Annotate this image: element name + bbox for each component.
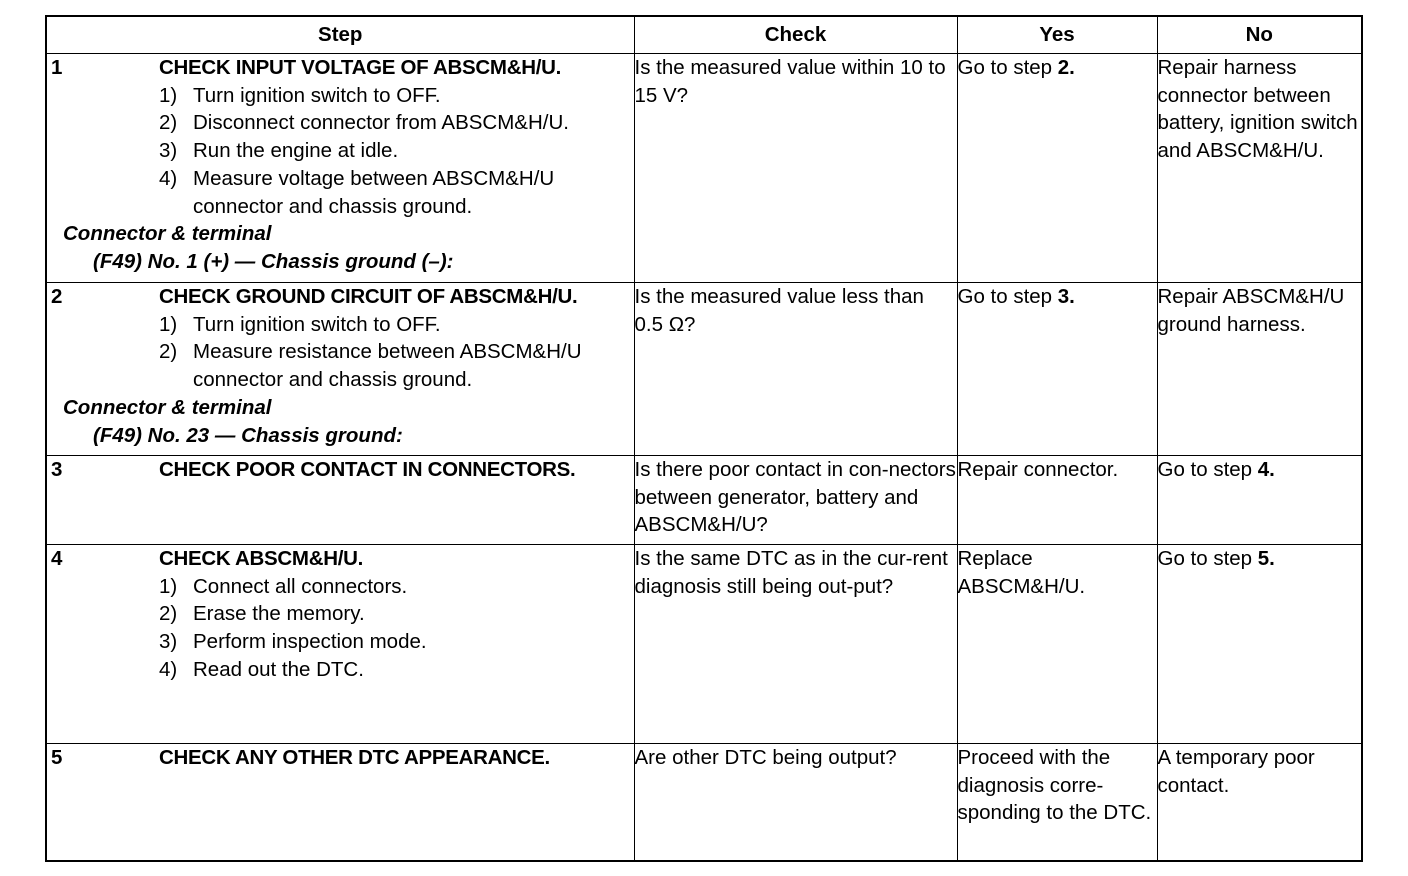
no-cell bbox=[1157, 456, 1362, 545]
yes-step-ref: 3. bbox=[1057, 285, 1075, 308]
no-step-ref: 4. bbox=[1257, 458, 1275, 481]
substep-number: 1) bbox=[159, 574, 178, 598]
check-cell: Is the measured value within 10 to 15 V? bbox=[634, 54, 957, 283]
check-cell: Is the same DTC as in the cur-rent diagnosis still being out-put? bbox=[634, 545, 957, 744]
substep bbox=[159, 573, 634, 601]
substep-text: Turn ignition switch to OFF. bbox=[193, 312, 441, 336]
substep bbox=[159, 165, 634, 220]
no-cell bbox=[1157, 283, 1362, 456]
header-check: Check bbox=[634, 16, 957, 54]
connector-terminal-value: (F49) No. 1 (+) — Chassis ground (–): bbox=[93, 249, 454, 273]
connector-terminal-label: Connector & terminal bbox=[63, 222, 272, 246]
header-row bbox=[46, 16, 1362, 54]
substep bbox=[159, 656, 634, 684]
yes-cell bbox=[957, 54, 1157, 283]
step-number: 4 bbox=[51, 547, 63, 570]
table-row bbox=[46, 54, 1362, 283]
step-title: CHECK GROUND CIRCUIT OF ABSCM&H/U. bbox=[159, 285, 578, 308]
yes-text: Replace ABSCM&H/U. bbox=[957, 547, 1086, 598]
substep-number: 2) bbox=[159, 602, 178, 626]
step-cell bbox=[46, 283, 634, 456]
substep-number: 4) bbox=[159, 166, 178, 190]
yes-cell bbox=[957, 744, 1157, 862]
substep bbox=[159, 109, 634, 137]
step-title: CHECK POOR CONTACT IN CONNECTORS. bbox=[159, 458, 576, 481]
no-cell bbox=[1157, 545, 1362, 744]
connector-terminal-label: Connector & terminal bbox=[63, 395, 272, 419]
table-row bbox=[46, 545, 1362, 744]
substep-text: Measure resistance between ABSCM&H/U connector and chassis ground. bbox=[193, 340, 582, 392]
no-cell bbox=[1157, 744, 1362, 862]
step-number: 3 bbox=[51, 458, 63, 481]
step-cell bbox=[46, 456, 634, 545]
yes-text: Repair connector. bbox=[957, 458, 1119, 481]
no-text: Go to step bbox=[1157, 458, 1258, 481]
no-text: Go to step bbox=[1157, 547, 1258, 570]
yes-step-ref: 2. bbox=[1057, 56, 1075, 79]
no-cell bbox=[1157, 54, 1362, 283]
step-number: 2 bbox=[51, 285, 63, 308]
table-row bbox=[46, 456, 1362, 545]
yes-cell bbox=[957, 283, 1157, 456]
substep bbox=[159, 338, 634, 393]
no-step-ref: 5. bbox=[1257, 547, 1275, 570]
substep-number: 1) bbox=[159, 83, 178, 107]
table-row bbox=[46, 744, 1362, 862]
step-title: CHECK INPUT VOLTAGE OF ABSCM&H/U. bbox=[159, 56, 561, 79]
substep-number: 3) bbox=[159, 139, 178, 163]
substep bbox=[159, 628, 634, 656]
yes-cell bbox=[957, 545, 1157, 744]
substep bbox=[159, 600, 634, 628]
substep bbox=[159, 82, 634, 110]
header-yes: Yes bbox=[957, 16, 1157, 54]
connector-terminal-value: (F49) No. 23 — Chassis ground: bbox=[93, 423, 403, 447]
header-step: Step bbox=[46, 16, 634, 54]
substep-number: 3) bbox=[159, 630, 178, 654]
substep-text: Perform inspection mode. bbox=[193, 630, 427, 654]
yes-text: Go to step bbox=[957, 285, 1058, 308]
check-cell: Is there poor contact in con-nectors between generator, battery and ABSCM&H/U? bbox=[634, 456, 957, 545]
substep-number: 4) bbox=[159, 657, 178, 681]
substep-text: Measure voltage between ABSCM&H/U connector and chassis ground. bbox=[193, 166, 555, 218]
yes-cell bbox=[957, 456, 1157, 545]
step-cell bbox=[46, 744, 634, 862]
substep-text: Connect all connectors. bbox=[193, 574, 408, 598]
step-title: CHECK ABSCM&H/U. bbox=[159, 547, 363, 570]
step-title: CHECK ANY OTHER DTC APPEARANCE. bbox=[159, 746, 550, 769]
step-number: 5 bbox=[51, 746, 63, 769]
substep-text: Run the engine at idle. bbox=[193, 139, 399, 163]
substep bbox=[159, 137, 634, 165]
table-row bbox=[46, 283, 1362, 456]
step-cell bbox=[46, 54, 634, 283]
step-cell bbox=[46, 545, 634, 744]
diagnostic-table bbox=[45, 15, 1363, 862]
substep-number: 2) bbox=[159, 111, 178, 135]
substep-text: Erase the memory. bbox=[193, 602, 365, 626]
yes-text: Proceed with the diagnosis corre-sponding to the DTC. bbox=[957, 746, 1152, 825]
substep-text: Read out the DTC. bbox=[193, 657, 364, 681]
substep-number: 2) bbox=[159, 340, 178, 364]
substep-number: 1) bbox=[159, 312, 178, 336]
header-no: No bbox=[1157, 16, 1362, 54]
no-text: Repair harness connector between battery, ignition switch and ABSCM&H/U. bbox=[1157, 56, 1358, 163]
no-text: A temporary poor contact. bbox=[1157, 746, 1315, 797]
substep bbox=[159, 311, 634, 339]
substep-text: Turn ignition switch to OFF. bbox=[193, 83, 441, 107]
no-text: Repair ABSCM&H/U ground harness. bbox=[1157, 285, 1345, 336]
step-number: 1 bbox=[51, 56, 63, 79]
check-cell: Is the measured value less than 0.5 Ω? bbox=[634, 283, 957, 456]
check-cell: Are other DTC being output? bbox=[634, 744, 957, 862]
yes-text: Go to step bbox=[957, 56, 1058, 79]
substep-text: Disconnect connector from ABSCM&H/U. bbox=[193, 111, 569, 135]
